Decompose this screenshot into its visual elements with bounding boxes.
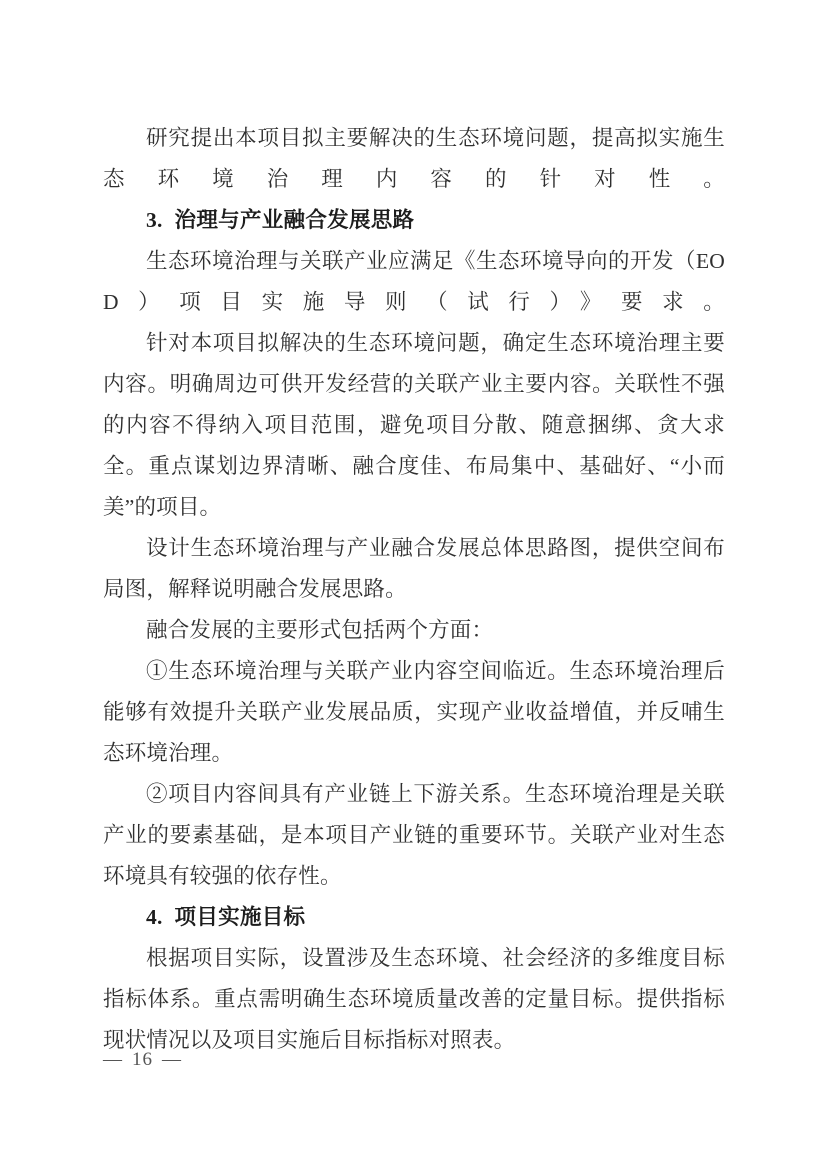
heading-section-3 <box>103 200 725 241</box>
page-number: 16 <box>132 1049 153 1070</box>
paragraph-governance-content: 针对本项目拟解决的生态环境问题，确定生态环境治理主要内容。明确周边可供开发经营的关联产业主要内容。关联性不强的内容不得纳入项目范围，避免项目分散、随意捆绑、贪大求全。重点谋划边界清晰、融合度佳、布局集中、基础好、“小而美”的项目。 <box>103 331 725 519</box>
heading-4-number: 4. <box>146 905 163 929</box>
paragraph-form-two: ②项目内容间具有产业链上下游关系。生态环境治理是关联产业的要素基础，是本项目产业链的重要环节。关联产业对生态环境具有较强的依存性。 <box>103 782 725 888</box>
page-content <box>103 118 725 1061</box>
paragraph-intro: 研究提出本项目拟主要解决的生态环境问题，提高拟实施生态环境治理内容的针对性。 <box>103 126 725 191</box>
paragraph-target-indicators: 根据项目实际，设置涉及生态环境、社会经济的多维度目标指标体系。重点需明确生态环境质量改善的定量目标。提供指标现状情况以及项目实施后目标指标对照表。 <box>103 946 725 1052</box>
heading-3-title: 治理与产业融合发展思路 <box>174 208 415 232</box>
heading-3-number: 3. <box>146 208 163 232</box>
footer-dash-right: — <box>162 1049 182 1070</box>
footer-dash-left: — <box>103 1049 123 1070</box>
paragraph-eod-guideline: 生态环境治理与关联产业应满足《生态环境导向的开发（EOD）项目实施导则（试行）》要求。 <box>103 249 725 314</box>
page-footer <box>103 1046 725 1074</box>
paragraph-form-one: ①生态环境治理与关联产业内容空间临近。生态环境治理后能够有效提升关联产业发展品质，实现产业收益增值，并反哺生态环境治理。 <box>103 659 725 765</box>
paragraph-two-forms-lead: 融合发展的主要形式包括两个方面： <box>146 618 494 642</box>
paragraph-layout-diagram: 设计生态环境治理与产业融合发展总体思路图，提供空间布局图，解释说明融合发展思路。 <box>103 536 725 601</box>
heading-4-title: 项目实施目标 <box>174 905 306 929</box>
heading-section-4 <box>103 897 725 938</box>
